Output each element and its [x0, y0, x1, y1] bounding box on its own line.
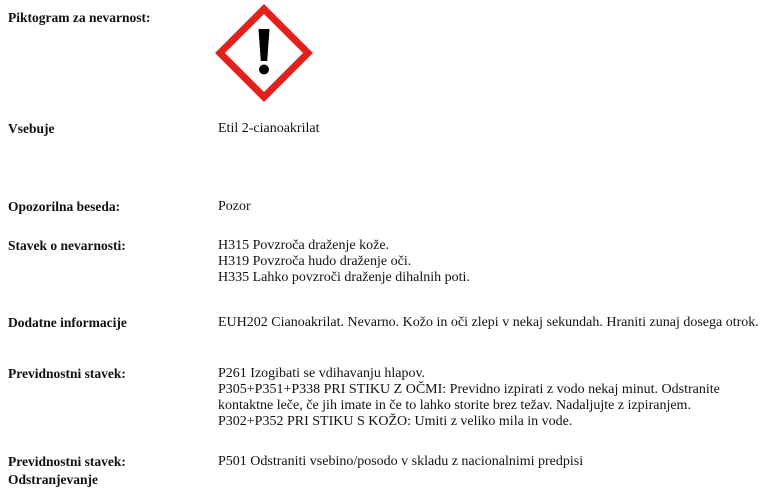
- precautionary-statement-p305: P305+P351+P338 PRI STIKU Z OČMI: Previdno izpirati z vodo nekaj minut. Odstranite kontaktne leče, če jih imate in če to lahko storite brez težav. Nadaljujte z izpiranjem.: [218, 382, 720, 413]
- hazard-statements-list: [218, 238, 766, 286]
- disposal-label-line1: Previdnostni stavek:: [8, 454, 126, 469]
- precautionary-statements-label: Previdnostni stavek:: [8, 366, 126, 381]
- precautionary-statements-list: [218, 366, 766, 430]
- euh202-statement: EUH202 Cianoakrilat. Nevarno. Kožo in oči zlepi v nekaj sekundah. Hraniti zunaj dosega otrok.: [218, 315, 759, 330]
- pictogram-label: Piktogram za nevarnost:: [8, 10, 151, 25]
- exclamation-mark-hazard-icon: [214, 3, 314, 103]
- hazard-statement-h319: H319 Povzroča hudo draženje oči.: [218, 254, 412, 269]
- contains-label: Vsebuje: [8, 121, 55, 136]
- precautionary-statement-p261: P261 Izogibati se vdihavanju hlapov.: [218, 366, 426, 381]
- contains-value: Etil 2-cianoakrilat: [218, 121, 320, 136]
- precautionary-statement-p302: P302+P352 PRI STIKU S KOŽO: Umiti z veliko mila in vode.: [218, 414, 573, 429]
- supplemental-info-text: [218, 315, 766, 331]
- supplemental-info-label: Dodatne informacije: [8, 315, 127, 330]
- signal-word-label: Opozorilna beseda:: [8, 199, 121, 214]
- disposal-value: P501 Odstraniti vsebino/posodo v skladu z nacionalnimi predpisi: [218, 454, 584, 469]
- disposal-label-line2: Odstranjevanje: [8, 472, 98, 487]
- hazard-statement-h335: H335 Lahko povzroči draženje dihalnih poti.: [218, 270, 470, 285]
- hazard-statements-label: Stavek o nevarnosti:: [8, 238, 126, 253]
- signal-word-value: Pozor: [218, 199, 251, 214]
- hazard-statement-h315: H315 Povzroča draženje kože.: [218, 238, 390, 253]
- disposal-label: [8, 454, 126, 488]
